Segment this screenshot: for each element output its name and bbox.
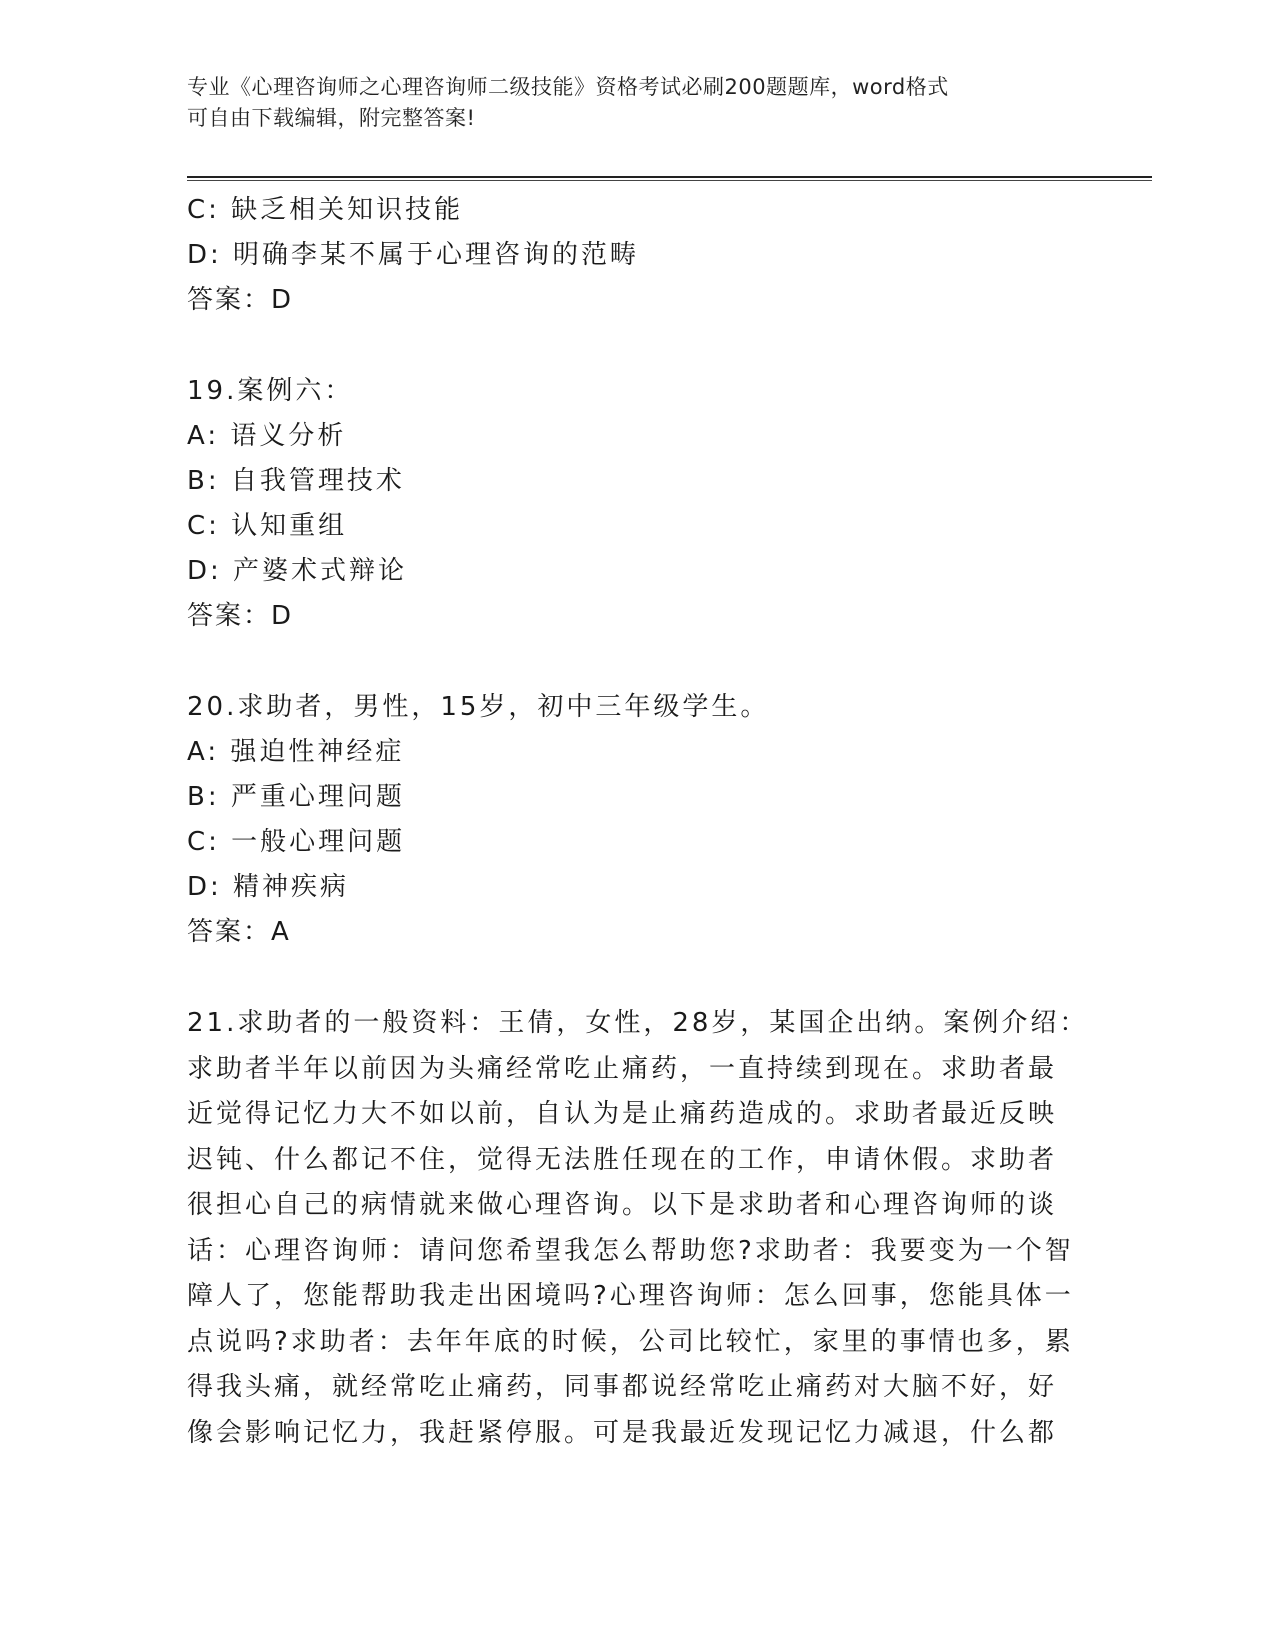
header-divider	[187, 176, 1152, 182]
question-21	[187, 1001, 1089, 1456]
question-text-line: 21.求助者的一般资料：王倩，女性，28岁，某国企出纳。案例介绍：	[187, 1008, 1089, 1038]
question-text-line: 点说吗?求助者：去年年底的时候，公司比较忙，家里的事情也多，累	[187, 1326, 1074, 1357]
question-text-line: 迟钝、什么都记不住，觉得无法胜任现在的工作，申请休假。求助者	[187, 1144, 1058, 1175]
option-c: C: 缺乏相关知识技能	[187, 195, 464, 225]
option-d: D: 明确李某不属于心理咨询的范畴	[187, 240, 640, 270]
answer-label: 答案：D	[187, 601, 294, 631]
option-b: B: 严重心理问题	[187, 782, 405, 812]
question-text-line: 求助者半年以前因为头痛经常吃止痛药，一直持续到现在。求助者最	[187, 1053, 1058, 1084]
option-d: D: 产婆术式辩论	[187, 556, 408, 586]
question-text-line: 障人了，您能帮助我走出困境吗?心理咨询师：怎么回事，您能具体一	[187, 1281, 1074, 1311]
document-body	[187, 188, 1089, 1456]
question-18-fragment	[187, 188, 1067, 323]
option-a: A: 强迫性神经症	[187, 737, 405, 767]
question-text-line: 得我头痛，就经常吃止痛药，同事都说经常吃止痛药对大脑不好，好	[187, 1372, 1058, 1402]
question-text-line: 近觉得记忆力大不如以前，自认为是止痛药造成的。求助者最近反映	[187, 1099, 1058, 1129]
option-b: B: 自我管理技术	[187, 466, 405, 496]
answer-label: 答案：D	[187, 285, 294, 315]
header-title-line-1: 专业《心理咨询师之心理咨询师二级技能》资格考试必刷200题题库，word格式	[187, 75, 949, 99]
option-c: C: 一般心理问题	[187, 827, 406, 857]
question-stem: 19.案例六：	[187, 376, 354, 406]
option-c: C: 认知重组	[187, 511, 348, 541]
document-header	[187, 72, 1067, 134]
option-a: A: 语义分析	[187, 421, 347, 451]
question-20	[187, 685, 1067, 955]
question-stem: 20.求助者，男性，15岁，初中三年级学生。	[187, 692, 770, 722]
question-text-line: 很担心自己的病情就来做心理咨询。以下是求助者和心理咨询师的谈	[187, 1190, 1058, 1220]
answer-label: 答案：A	[187, 917, 291, 947]
question-text-line: 像会影响记忆力，我赶紧停服。可是我最近发现记忆力减退，什么都	[187, 1417, 1058, 1448]
question-text-line: 话：心理咨询师：请问您希望我怎么帮助您?求助者：我要变为一个智	[187, 1235, 1074, 1266]
option-d: D: 精神疾病	[187, 872, 350, 902]
question-19	[187, 369, 1067, 639]
header-title-line-2: 可自由下载编辑，附完整答案!	[187, 106, 476, 130]
